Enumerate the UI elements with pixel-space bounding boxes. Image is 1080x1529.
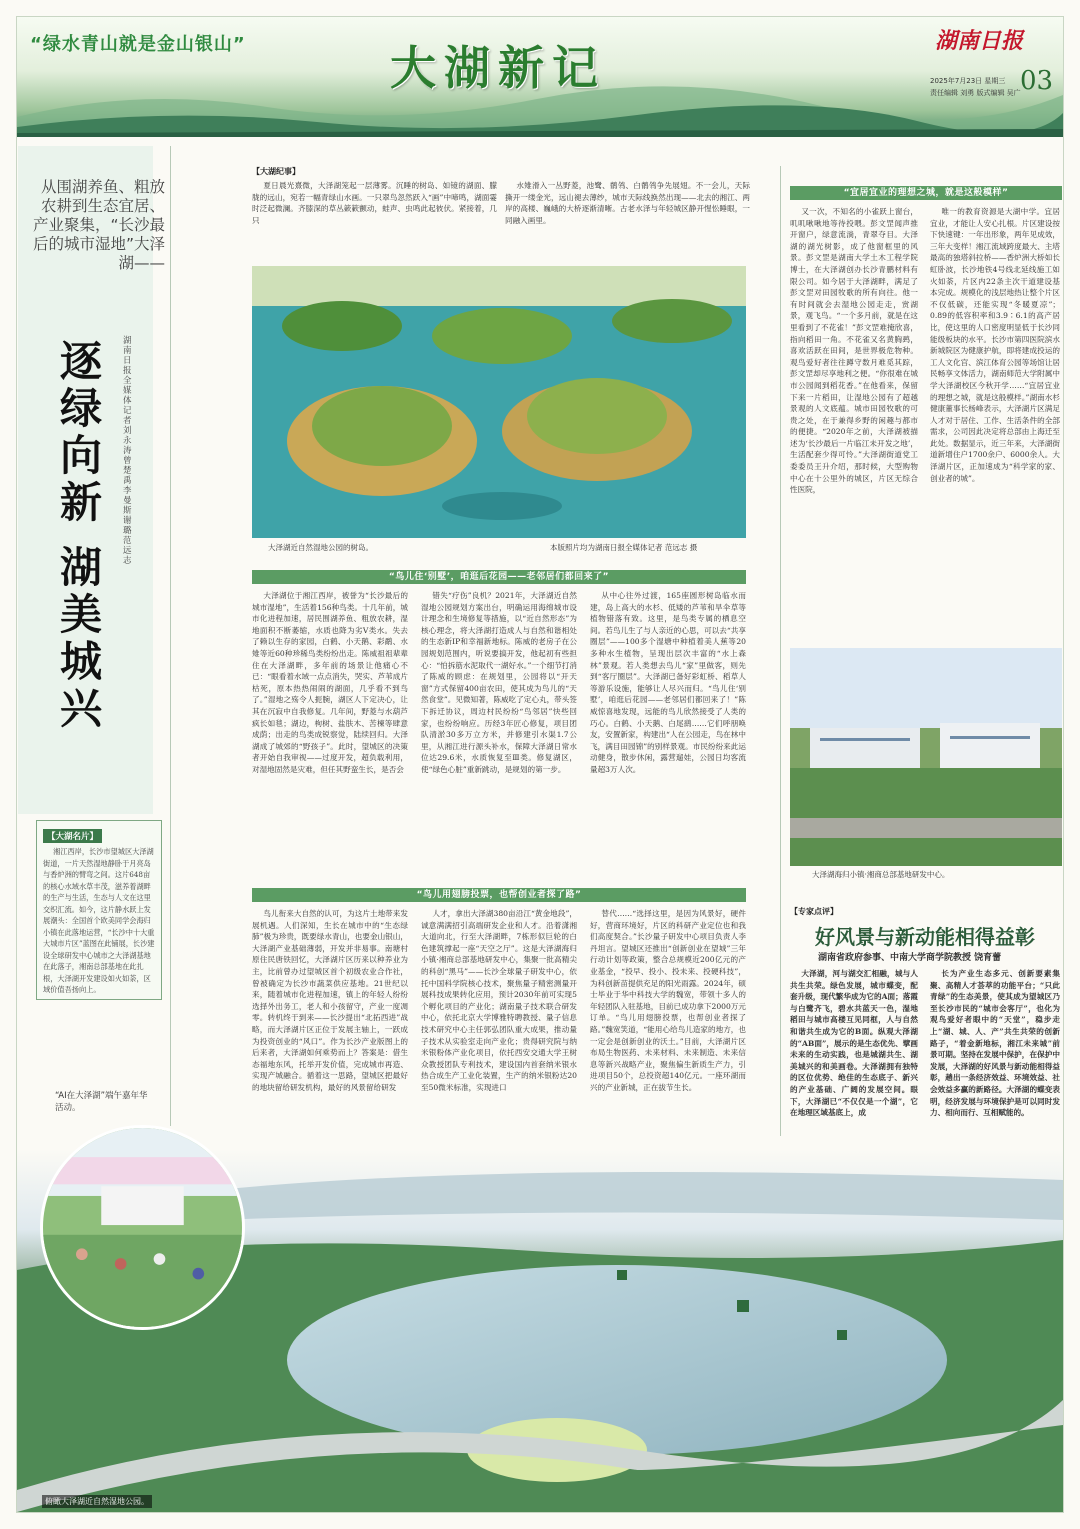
section-1-column-2: [421, 590, 577, 876]
column-divider: [170, 146, 171, 1126]
section-1-text-2: 错失“疗伤”良机？2021年，大泽湖近自然湿地公园规划方案出台，明确运用海绵城市设计理念和生境修复等措施，以“近自然形态”为核心理念，将大泽湖打造成人与自然和谐相处的生态新IP和幸福新地标。陈威的老房子在公园规划范围内，听说要搞开发，他起初有些担心：“怕拆筋水泥取代一湖好水。”一个细节打消了陈威的顾虑：在规划里，公园将以“开天窗”方式保留400亩农田，使其成为鸟儿的“天然食堂”。见微知著，陈威吃了定心丸，带头签下拆迁协议，周边村民纷纷“鸟邻居”快些回家，也纷纷响应。历经3年匠心修复，项目团队清淤30多万立方米，并修建引水渠1.7公里，从湘江进行源头补水，保障大泽湖日常水位达29.6米，水质恢复至Ⅲ类。修复湖区，使“绿色心脏”重新跳动，是规划的第一步。: [421, 591, 577, 774]
diary-text-2: 水雉滑入一丛野菱，池鹭、鹡鸰、白鹡鸰争先展翅。不一会儿，天际撕开一缕金光，远山褪去薄纱，城市天际线换然出现——北去的湘江、两岸的高楼、巍峨的大桥逐渐清晰。古老水泽与年轻城区静开惺忪睡眼，一同融入画里。: [505, 181, 750, 225]
page-number: 03: [1020, 66, 1054, 96]
photo-credit: 本版照片均为湖南日报全媒体记者 范远志 摄: [550, 543, 698, 552]
section-1-column-3: [590, 590, 746, 876]
section-2-text-3: 替代……“选择这里，是因为风景好，硬件好，营商环境好，片区的科研产业定位也和我们高度契合。”长沙量子研发中心项目负责人李丹坦言。望城区还推出“创新创业在望城”三年行动计划等政策，整合总规模近200亿元的产业基金，“投早、投小、投未来、投硬科技”，为科创新苗提供充足的阳光雨露。2024年，硕士毕业于华中科技大学的魏宽，带领十多人的年轻团队入驻基地，目前已成功拿下2000万元订单。“鸟儿用翅膀投票，也帮创业者探了路。”魏宽笑道，“能用心给鸟儿造家的地方，也一定会是创新创业的沃土。”目前，大泽湖片区布局生物医药、未来材料、未来制造、未来信息等新兴战略产业，聚焦偏生新质生产力，引进项目50个，总投资超140亿元。一座环湖而兴的产业新城，正在拔节生长。: [590, 909, 746, 1092]
headline-line-1: 逐绿向新: [60, 337, 103, 527]
tree-islands-caption: 大泽湖近自然湿地公园的树岛。: [268, 543, 373, 552]
diary-text-1: 夏日晨光熹微，大泽湖笼起一层薄雾。沉睡的树岛、如镜的湖面、朦胧的远山，宛若一幅青绿山水画。一只翠鸟忽然跃入“画”中啼鸣，湖面霎时泛起微澜。齐膝深的草丛簌簌颤动，蛙声、虫鸣此起彼伏。紧接着，几只: [252, 181, 497, 225]
section-1-text-3: 从中心往外过渡，165座圆形树岛临水而建，岛上高大的水杉、低矮的芦苇和旱伞草等植物错落有致。这里，是鸟类专属的栖息空间。若鸟儿生了与人亲近的心思，可以去“共享圈层”——100多个湿塘中种植着美人蕉等20多种水生植物，呈现出层次丰富的“水上森林”景观。若人类想去鸟儿“家”里做客，则先到“客厅圈层”。大泽湖已备好彩虹桥、稻草人等游乐设施，能够让人尽兴而归。“鸟儿住‘别墅’，咱逛后花园——老邻居们都回来了！”陈威惊喜地发现，远能的鸟儿欣然接受了人类的巧心。白鹤、小天鹅、白尾鹞……它们呼朋唤友，安置新家，构建出“人在公园走，鸟在林中飞，满目田园锦”的别样景观。市民纷纷来此运动健身，散步休闲，露营遛娃，公园日均客流量超3万人次。: [590, 591, 746, 774]
section-1-title-bar: “鸟儿住‘别墅’，咱逛后花园——老邻居们都回来了”: [252, 570, 746, 584]
issue-editors: 责任编辑 刘勇 版式编辑 吴广: [930, 89, 1021, 97]
byline: 湖南日报全媒体记者 刘永涛 曾楚禹 李曼斯 谢璐 范远志: [123, 336, 132, 566]
tree-islands-photo: [252, 266, 746, 538]
expert-column-2: [930, 968, 1060, 1136]
section-2-column-2: [421, 908, 577, 1133]
info-box-title: 【大湖名片】: [43, 829, 102, 843]
section-3-column-1: [790, 206, 918, 636]
paper-logo: 湖南日报: [935, 28, 1024, 54]
section-1-column-1: [252, 590, 408, 876]
expert-label: 【专家点评】: [790, 907, 838, 916]
section-1-text-1: 大泽湖位于湘江西岸，被誉为“长沙最后的城市湿地”，生活着156种鸟类。十几年前，城市化进程加速，居民围湖养鱼、粗放农耕，湿地面积不断萎缩，水质也降为劣Ⅴ类水。失去了赖以生存的家园，白鹤、小天鹅、彩鹬、水雉等近60种珍稀鸟类纷纷出走。陈威祖祖辈辈住在大泽湖畔，多年前的场景让他痛心不已：“眼看着水域一点点消失，哭实、芦苇成片枯死，原本热热闹闹的湖面，几乎看不到鸟了。”湿地之殇令人扼腕，湖区人下定决心，让其在沉寂中自我修复。几年间，野菱与水葫芦疯长如毯；湖边，枸树、盐肤木、苦楝等肆意成荫；出走的鸟类成锐察觉，陆续回归。大泽湖成了城郊的“野孩子”。此时，望城区的决策者开始自我审视——过度开发，超负载利用，对湿地固然是灾难，但任其野蛮生长，是否会: [252, 591, 408, 774]
research-center-caption: 大泽湖海归小镇·湘商总部基地研发中心。: [812, 870, 950, 879]
section-3-column-2: [930, 206, 1060, 636]
section-2-text-1: 鸟儿衔来大自然的认可，为这片土地带来发展机遇。人们深知，生长在城市中的“生态绿肺”极为珍贵，既要绿水青山，也要金山银山，大泽湖产业基础薄弱，开发并非易事。南塘村原住民唐铁回忆，大泽湖片区历来以种养业为主，比前曾办过望城区首个初级农业合作社，曾被确定为长沙市蔬菜供应基地。21世纪以来，随着城市化进程加速，镇上的年轻人纷纷选择外出务工，老人和小孩留守，产业一度凋零。转机终于到来——长沙提出“北拓西进”战略，而大泽湖片区正位于发展主轴上，一跃成为投资创业的“风口”。作为长沙产业版图上的后来者，大泽湖如何乘势而上？答案是：借生态福地东风，托举开发价值，完成城市再造、实现产城融合。循着这一思路，望城区把最好的地块留给研发机构，最好的风景留给研发: [252, 909, 408, 1092]
headline-line-2: 湖美城兴: [60, 543, 103, 733]
lead-intro: 从围湖养鱼、粗放农耕到生态宜居、产业聚集，“长沙最后的城市湿地”大泽湖——: [32, 178, 165, 272]
diary-label: 【大湖纪事】: [252, 167, 300, 176]
research-center-photo: [790, 648, 1062, 866]
section-3-title-bar: “宜居宜业的理想之城，就是这般模样”: [790, 186, 1062, 200]
headline: [60, 338, 120, 732]
expert-column-1: [790, 968, 918, 1136]
masthead-banner: [17, 17, 1063, 137]
expert-text-1: 大泽湖，河与湖交汇相融，城与人共生共荣。绿色发展，城市蝶变，配套升级，现代繁华成为它的A面；落霞与白鹭齐飞，碧水共蓝天一色，湿地稻田与城市高楼互见同框，人与自然和谐共生成为它的B面。纵观大泽湖的“AB面”，展示的是生态优先、擘画未来的生动实践，也是城湖共生、湖美城兴的和美画卷。大泽湖拥有独特的区位优势、绝佳的生态底子、新兴的产业基础、广阔的发展空间。眼下，大泽湖已“不仅仅是一个湖”，它在地理区域基底上，成: [790, 969, 918, 1118]
festival-caption: “AI在大泽湖”端午嘉年华活动。: [55, 1091, 148, 1113]
column-title: 大湖新记: [390, 41, 606, 95]
column-divider: [780, 166, 781, 1136]
expert-text-2: 长为产业生态多元、创新要素集聚、高精人才荟萃的功能平台；“只此青绿”的生态美景，使其成为望城区乃至长沙市民的“城市会客厅”，也化为观鸟爱好者眼中的“天堂”，稳步走上“湖、城、人、产”共生共荣的创新路子，“着金新地标，湘江未来城”前景可期。坚持在发展中保护，在保护中发展，大泽湖的好风景与新动能相得益彰，趟出一条经济效益、环境效益、社会效益多赢的新路径。大泽湖的蝶变表明，经济发展与环境保护是可以同时发力、相向而行、互相赋能的。: [930, 969, 1060, 1118]
issue-date: 2025年7月23日 星期三: [930, 77, 1006, 85]
expert-title: 好风景与新动能相得益彰: [815, 925, 1035, 949]
section-2-title-bar: “鸟儿用翅膀投票，也帮创业者探了路”: [252, 888, 746, 902]
section-2-text-2: 人才，拿出大泽湖380亩沿江“黄金地段”，诚意满满招引高端研发企业和人才。沿着潇湘大道向北，行至大泽湖畔，7栋形似巨轮的白色建筑撑起一座“天空之厅”。这是大泽湖海归小镇·湘商总部基地研发中心，集聚一批高精尖的科创“黑马”——长沙全球量子研发中心，依托中国科学院核心技术，聚焦量子精密测量开展科技成果转化应用，预计2030年前可实现5个孵化项目的产业化；湖南量子技术联合研发中心，依托北京大学博雅特聘教授、量子信息技术研究中心主任郭弘团队重大成果，推动量子技术从实验室走向产业化；贵得研究院与纳米银粉体产业化项目，依托西安交通大学王树众教授团队专利技术，建设国内首套纳米银水热合成生产工业化装置，生产的纳米银粉达20至50微米标准，实现进口: [421, 909, 577, 1092]
info-box-text: 湘江西岸，长沙市望城区大泽湖街道，一片天然湿地静卧于月亮岛与香炉洲的臂弯之间。这片648亩的核心水域水草丰茂，滋养着湖畔的生产与生活，生态与人文在这里交织汇流。如今，这片静水跃上发展潮头：全国首个欧美同学会海归小镇在此落地运营，“长沙中十大重大城市片区”蓝图在此铺展，长沙建设全球研发中心城市之大泽湖基地在此落子，湘南总部基地在此扎根，大泽湖开发建设如火如荼，区域价值吾扬向上。: [43, 847, 155, 994]
section-3-text-2: 唯一的教育资源是大湖中学。宜居宜业，才能让人安心扎根。片区建设按下快速键：一年出形象，两年见成效，三年大变样！湘江流域跨度最大、主塔最高的独塔斜拉桥——香炉洲大桥如长虹卧波，长沙地铁4号线北延线施工如火如荼，片区内22条主次干道建设基本完成。规模化的浅层地热让整个片区不仅低碳，还能实现“冬暖夏凉”；0.89的低容积率和3.9∶6.1的高产居比，使这里的人口密度明显低于长沙同能级板块的水平。长沙市第四医院滨水新城院区为健康护航，即将建成投运的工人文化宫、滨江体育公园等场馆让居民畅享文体活力，湖南师范大学附属中学大泽湖校区今秋开学……“宜居宜业的理想之城，就是这般模样。”湖南水杉健康董事长杨峰表示，大泽湖片区满足人才对于居住、工作、生活条件的全部需求，公司因此决定将总部由上海迁至此处。数据显示，近三年来，大泽湖街道新增住户1700余户、6000余人。大泽湖片区，正加速成为“科学家的家、创业者的城”。: [930, 207, 1060, 483]
diary-column-1: [252, 180, 497, 260]
aerial-photo-caption: 俯瞰大泽湖近自然湿地公园。: [42, 1495, 152, 1508]
diary-column-2: [505, 180, 750, 260]
expert-author: 湖南省政府参事、中南大学商学院教授 饶育蕾: [818, 953, 1002, 963]
section-2-column-1: [252, 908, 408, 1133]
section-2-column-3: [590, 908, 746, 1133]
section-3-text-1: 又一次，不知名的小雀跃上窗台，叽叽啾啾地等待投喂。彭文罡闻声推开窗户，绿意流淌，青翠夺目。大泽湖的湖光树影，成了他窗框里的风景。彭文罡是湖南大学土木工程学院博士，在大泽湖创办长沙青鹏材料有限公司。如今居于大泽湖畔，满足了彭文罡对田园牧歌的所有向往。他一有时间就会去湿地公园走走，赏湖景，观飞鸟。“一个多月前，就是在这里看到了不花雀！”彭文罡难掩欣喜，指向稻田一角。不花雀又名黄胸鹀，喜欢活跃在田间，是世界极危物种。观鸟爱好者往往蹲守数月难觅其踪，彭文罡却尽享地利之便。“你很难在城市公园闻到稻花香。”在他看来，保留下来一片稻田，让湿地公园有了超越景观的人文底蕴。城市田园牧歌的可贵之处，在于兼得乡野的闲趣与都市的便捷。“2020年之前，大泽湖被描述为‘长沙最后一片临江未开发之地’，生活配套少得可怜。”大泽湖街道党工委委员王升介绍，那时候，大型购物中心在十公里外的城区，片区无综合性医院，: [790, 207, 918, 495]
info-box: [36, 820, 162, 1000]
festival-photo: [40, 1125, 245, 1330]
slogan: “绿水青山就是金山银山”: [30, 34, 246, 55]
